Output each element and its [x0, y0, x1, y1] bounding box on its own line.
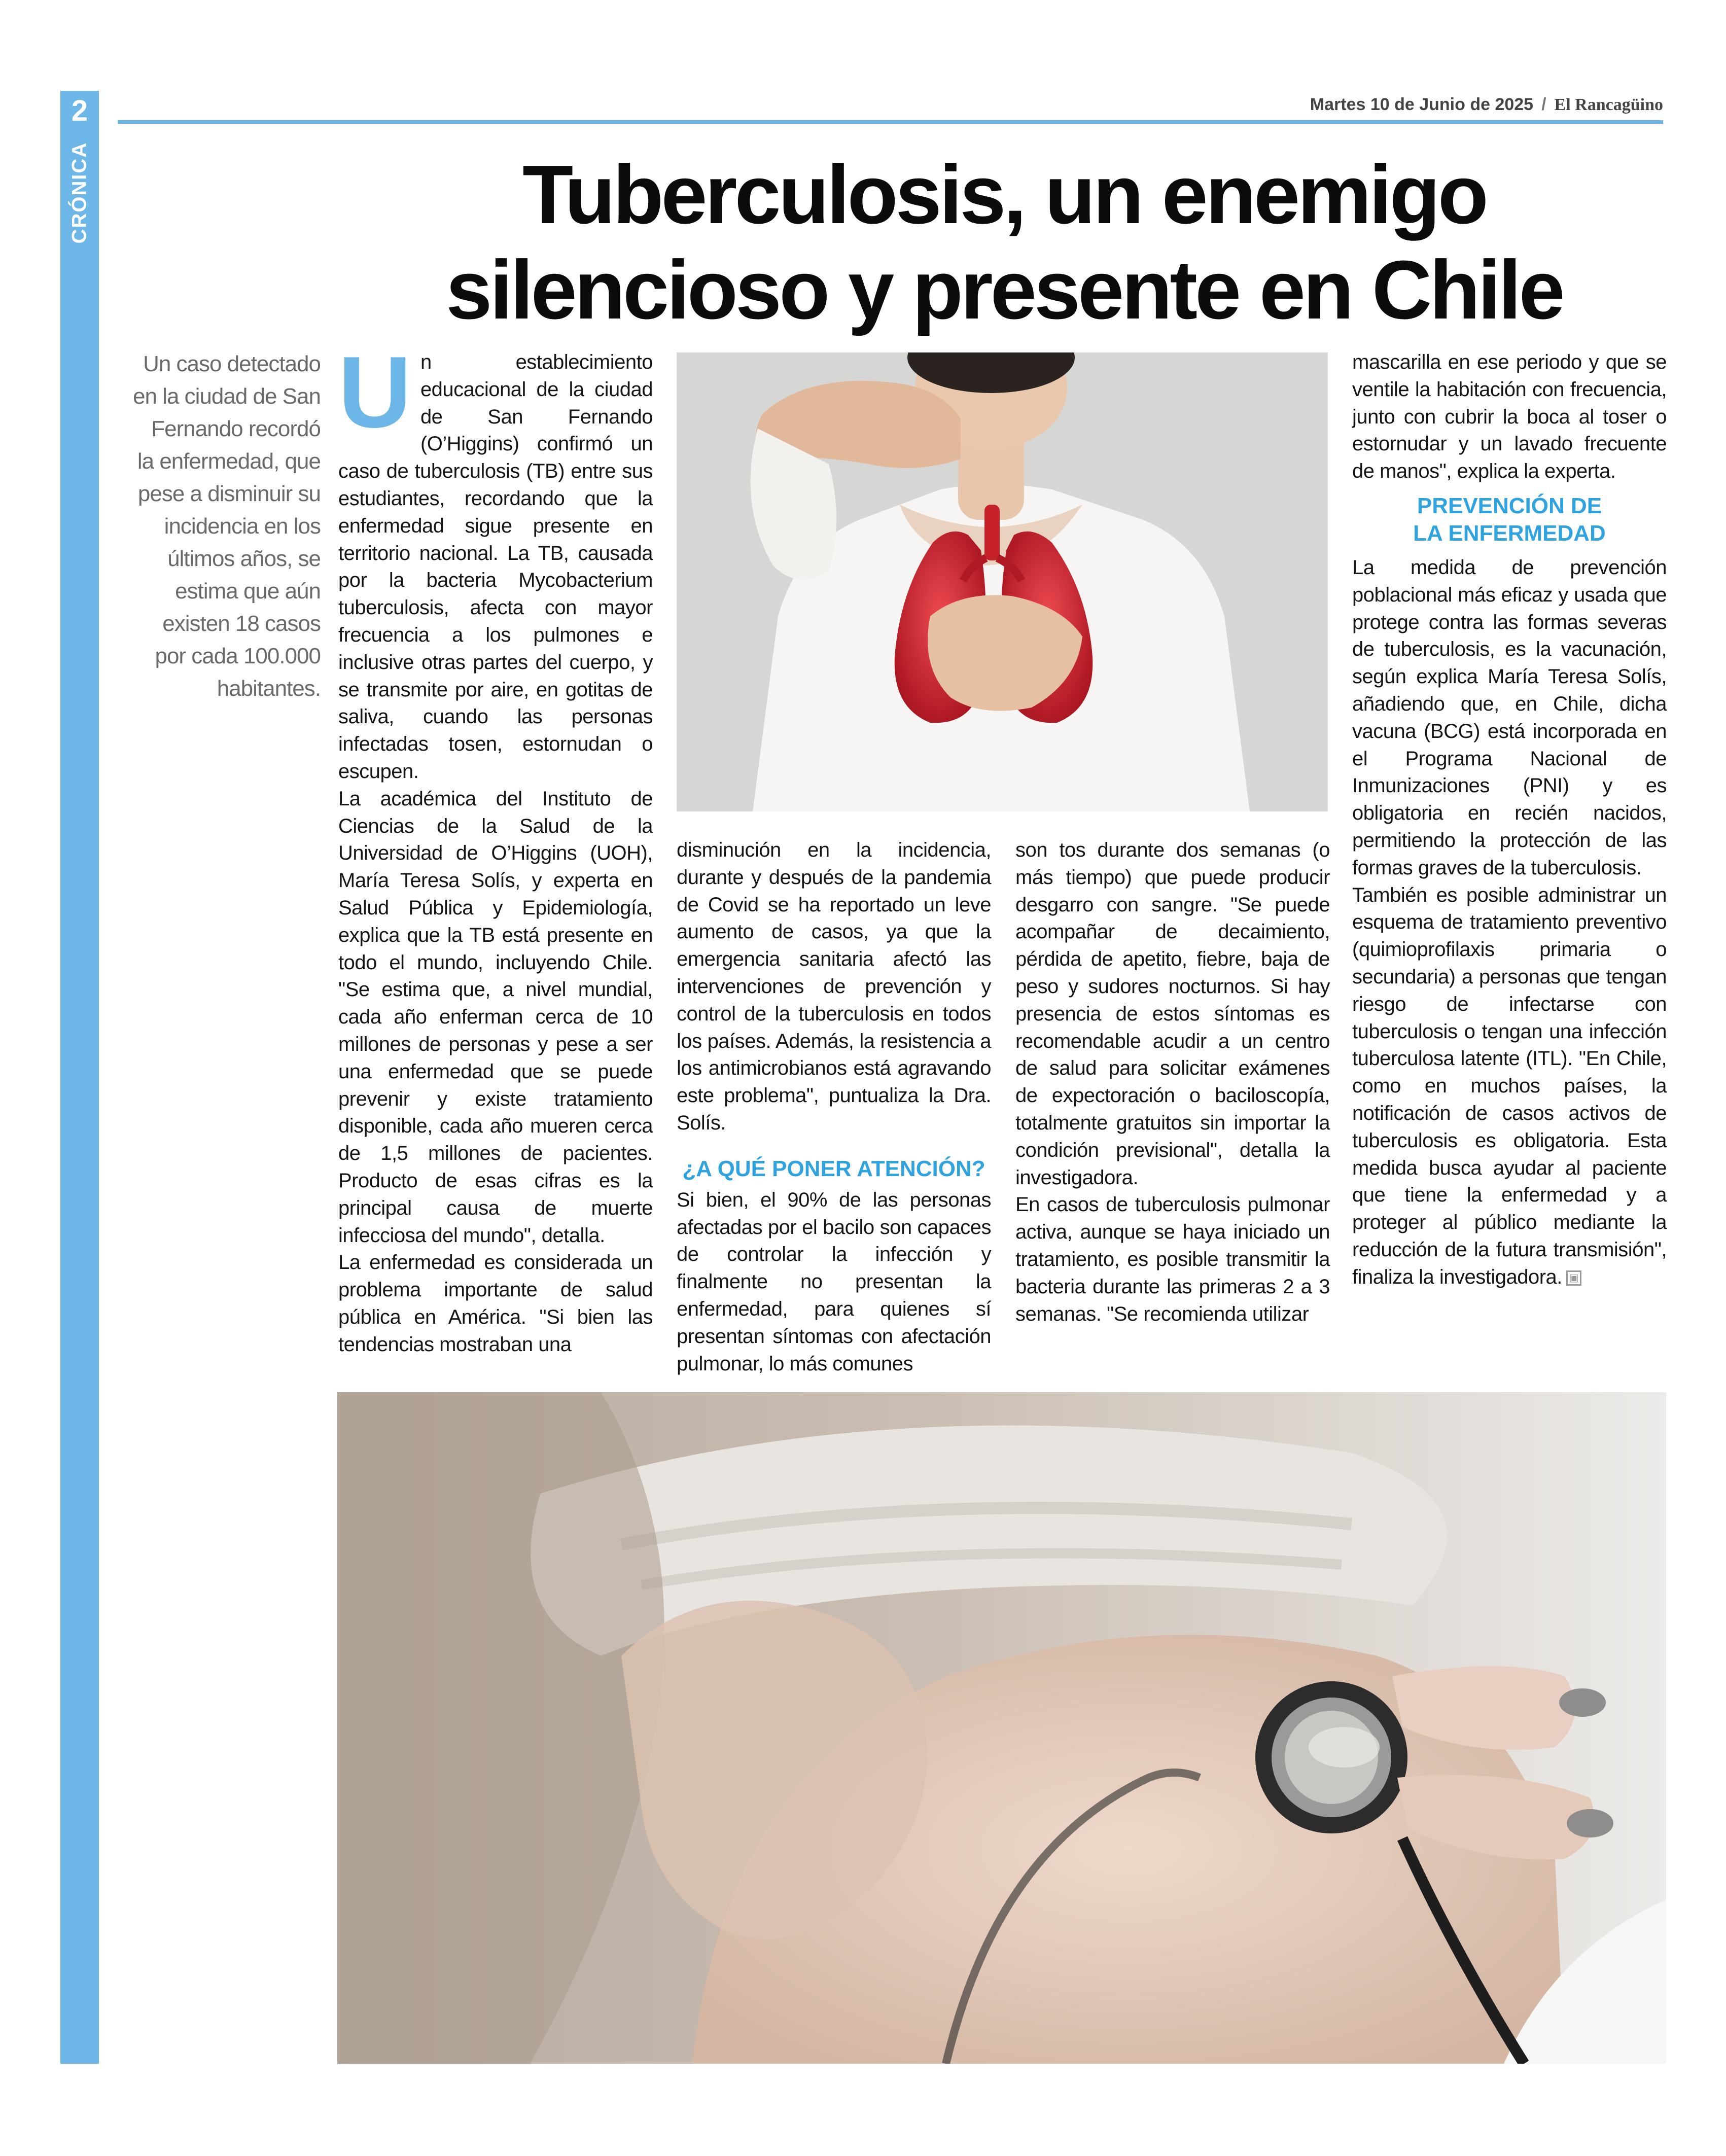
- paragraph: La enfermedad es considerada un problema importante de salud pública en América. "Si bien las tendencias mostraban una: [338, 1251, 653, 1356]
- issue-date: Martes 10 de Junio de 2025: [1310, 95, 1534, 114]
- section-label: CRÓNICA: [68, 142, 91, 244]
- article-column-4: [1352, 349, 1667, 1291]
- subheading-a-que-poner-atencion: ¿A QUÉ PONER ATENCIÓN?: [682, 1156, 985, 1181]
- section-bar: [60, 91, 99, 2064]
- end-of-article-icon: ▣: [1566, 1270, 1581, 1286]
- subheading-prevencion-line-1: PREVENCIÓN DE: [1417, 493, 1602, 518]
- paragraph: La académica del Instituto de Ciencias de la Salud de la Universidad de O’Higgins (UOH), María Teresa Solís, y experta en Salud Pública y Epidemiología, explica que la TB está presente en todo el mundo, incluyendo Chile. "Se estima que, a nivel mundial, cada año enferman cerca de 10 millones de personas y pese a ser una enfermedad que se puede prevenir y existe tratamiento disponible, cada año mueren cerca de 1,5 millones de pacientes. Producto de esas cifras es la principal causa de muerte infecciosa del mundo", detalla.: [338, 787, 653, 1247]
- article-column-3: [1015, 837, 1330, 1328]
- article-column-2: [677, 837, 991, 1377]
- subheading-prevencion: [1352, 492, 1667, 547]
- page-number: 2: [71, 94, 88, 127]
- paragraph: En casos de tuberculosis pulmonar activa, aunque se haya iniciado un tratamiento, es posible transmitir la bacteria durante las primeras 2 a 3 semanas. "Se recomienda utilizar: [1015, 1193, 1330, 1325]
- subheading-prevencion-line-2: LA ENFERMEDAD: [1413, 520, 1606, 546]
- photo-stethoscope-exam-illustration: [337, 1392, 1666, 2064]
- article-summary: Un caso detectado en la ciudad de San Fernando recordó la enfermedad, que pese a disminuir su incidencia en los últimos años, se estima que aún existen 18 casos por cada 100.000 habitantes.: [133, 351, 321, 701]
- photo-stethoscope-exam: [337, 1392, 1666, 2064]
- newspaper-name: El Rancagüino: [1554, 95, 1663, 114]
- paragraph: mascarilla en ese periodo y que se ventile la habitación con frecuencia, junto con cubrir la boca al toser o estornudar y un lavado frecuente de manos", explica la experta.: [1352, 351, 1667, 483]
- photo-man-coughing-illustration: [677, 352, 1328, 811]
- headline-line-1: Tuberculosis, un enemigo: [522, 148, 1486, 241]
- headline-line-2: silencioso y presente en Chile: [446, 243, 1563, 336]
- drop-cap: U: [338, 336, 411, 449]
- paragraph: n establecimiento educacional de la ciudad de San Fernando (O’Higgins) confirmó un caso de tuberculosis (TB) entre sus estudiantes, recordando que la enfermedad sigue presente en territorio nacional. La TB, causada por la bacteria Mycobacterium tuberculosis, afecta con mayor frecuencia a los pulmones e inclusive otras partes del cuerpo, y se transmite por aire, en gotitas de saliva, cuando las personas infectadas tosen, estornudan o escupen.: [338, 351, 653, 783]
- paragraph: La medida de prevención poblacional más eficaz y usada que protege contra las formas severas de tuberculosis, es la vacunación, según explica María Teresa Solís, añadiendo que, en Chile, dicha vacuna (BCG) está incorporada en el Programa Nacional de Inmunizaciones (PNI) y es obligatoria en recién nacidos, permitiendo la protección de las formas graves de la tuberculosis.: [1352, 556, 1667, 879]
- paragraph: [1352, 882, 1667, 1291]
- article-column-1: [338, 336, 653, 1358]
- paragraph: disminución en la incidencia, durante y después de la pandemia de Covid se ha reportado un leve aumento de casos, ya que la emergencia sanitaria afectó las intervenciones de prevención y control de la tuberculosis en todos los países. Además, la resistencia a los antimicrobianos está agravando este problema", puntualiza la Dra. Solís.: [677, 839, 991, 1134]
- paragraph: Si bien, el 90% de las personas afectadas por el bacilo son capaces de controlar la infección y finalmente no presentan la enfermedad, para quienes sí presentan síntomas con afectación pulmonar, lo más comunes: [677, 1188, 991, 1375]
- header-separator: /: [1541, 95, 1546, 114]
- closing-paragraph-text: También es posible administrar un esquema de tratamiento preventivo (quimioprofilaxis primaria o secundaria) a personas que tengan riesgo de infectarse con tuberculosis o tengan una infección tuberculosa latente (ITL). "En Chile, como en muchos países, la notificación de casos activos de tuberculosis es obligatoria. Esta medida busca ayudar al paciente que tiene la enfermedad y a proteger al público mediante la reducción de la futura transmisión", finaliza la investigadora.: [1352, 883, 1667, 1288]
- headline: [355, 147, 1653, 338]
- header-rule: [118, 120, 1663, 124]
- header-meta: [1310, 95, 1663, 115]
- photo-man-coughing: [677, 352, 1328, 811]
- paragraph: son tos durante dos semanas (o más tiempo) que puede producir desgarro con sangre. "Se puede acompañar de decaimiento, pérdida de apetito, fiebre, baja de peso y sudores nocturnos. Si hay presencia de estos síntomas es recomendable acudir a un centro de salud para solicitar exámenes de expectoración o baciloscopía, totalmente gratuitos sin importar la condición previsional", detalla la investigadora.: [1015, 839, 1330, 1189]
